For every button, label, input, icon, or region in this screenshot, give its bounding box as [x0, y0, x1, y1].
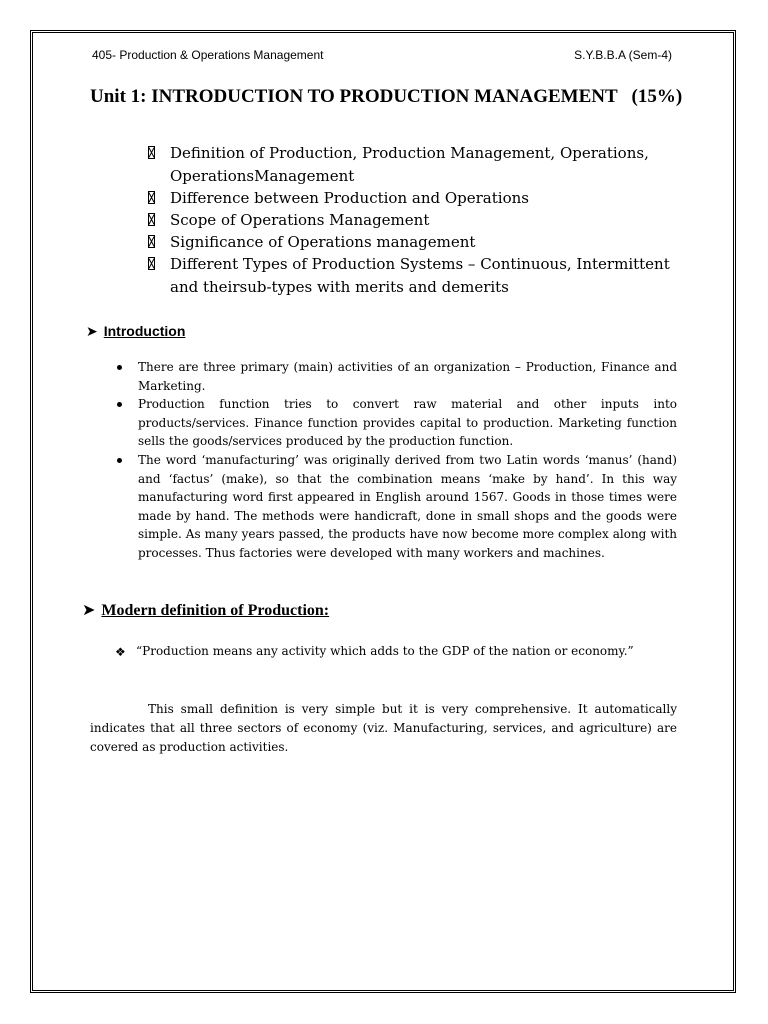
- round-bullet-icon: [117, 402, 122, 407]
- list-item-text: The word ‘manufacturing’ was originally derived from two Latin words ‘manus’ (hand) and ‘factus’ (make), so that the combination means ‘make by hand’. In this way manufacturing word first appeared in English around 1567. Goods in those times were made by hand. The methods were handicraft, done in small shops and the goods were simple. As many years passed, the products have now become more complex along with processes. Thus factories were developed with many workers and machines.: [138, 452, 677, 560]
- four-diamond-icon: ❖: [115, 645, 126, 659]
- topic-text: Definition of Production, Production Management, Operations, OperationsManagement: [170, 144, 649, 185]
- course-header: 405- Production & Operations Management: [92, 48, 324, 62]
- semester-header: S.Y.B.B.A (Sem-4): [574, 48, 672, 62]
- topic-text: Scope of Operations Management: [170, 211, 430, 229]
- topic-item: [146, 209, 686, 232]
- missing-glyph-box-icon: [148, 257, 155, 270]
- introduction-list: [117, 358, 677, 563]
- definition-quote-text: “Production means any activity which adds to the GDP of the nation or economy.”: [136, 644, 634, 658]
- list-item-text: There are three primary (main) activities of an organization – Production, Finance and Marketing.: [138, 360, 677, 393]
- round-bullet-icon: [117, 365, 122, 370]
- topic-item: [146, 187, 686, 210]
- topic-item: [146, 231, 686, 254]
- missing-glyph-box-icon: [148, 146, 155, 159]
- arrowhead-icon: ➤: [86, 323, 98, 339]
- list-item: [117, 451, 677, 563]
- definition-paragraph: This small definition is very simple but it is very comprehensive. It automatically indicates that all three sectors of economy (viz. Manufacturing, services, and agriculture) are covered as production activities.: [90, 702, 677, 754]
- introduction-heading-text: Introduction: [103, 323, 186, 339]
- missing-glyph-box-icon: [148, 191, 155, 204]
- modern-definition-heading-text: Modern definition of Production:: [101, 602, 330, 619]
- introduction-heading: [86, 323, 185, 340]
- arrowhead-icon: ➤: [82, 602, 96, 619]
- list-item: [117, 395, 677, 451]
- round-bullet-icon: [117, 458, 122, 463]
- unit-title: Unit 1: INTRODUCTION TO PRODUCTION MANAGEMENT (15%): [90, 86, 683, 107]
- list-item-text: Production function tries to convert raw material and other inputs into products/services. Finance function provides capital to production. Marketing function sells the goods/services produced by the production function.: [138, 397, 677, 449]
- missing-glyph-box-icon: [148, 235, 155, 248]
- list-item: [117, 358, 677, 395]
- topic-text: Difference between Production and Operations: [170, 189, 529, 207]
- topic-text: Significance of Operations management: [170, 233, 476, 251]
- modern-definition-heading: [82, 600, 329, 620]
- topic-text: Different Types of Production Systems – Continuous, Intermittent and theirsub-types with merits and demerits: [170, 255, 670, 296]
- missing-glyph-box-icon: [148, 213, 155, 226]
- definition-quote: [115, 642, 640, 661]
- topic-item: [146, 253, 686, 299]
- topic-item: [146, 142, 686, 188]
- topic-list: [146, 142, 686, 298]
